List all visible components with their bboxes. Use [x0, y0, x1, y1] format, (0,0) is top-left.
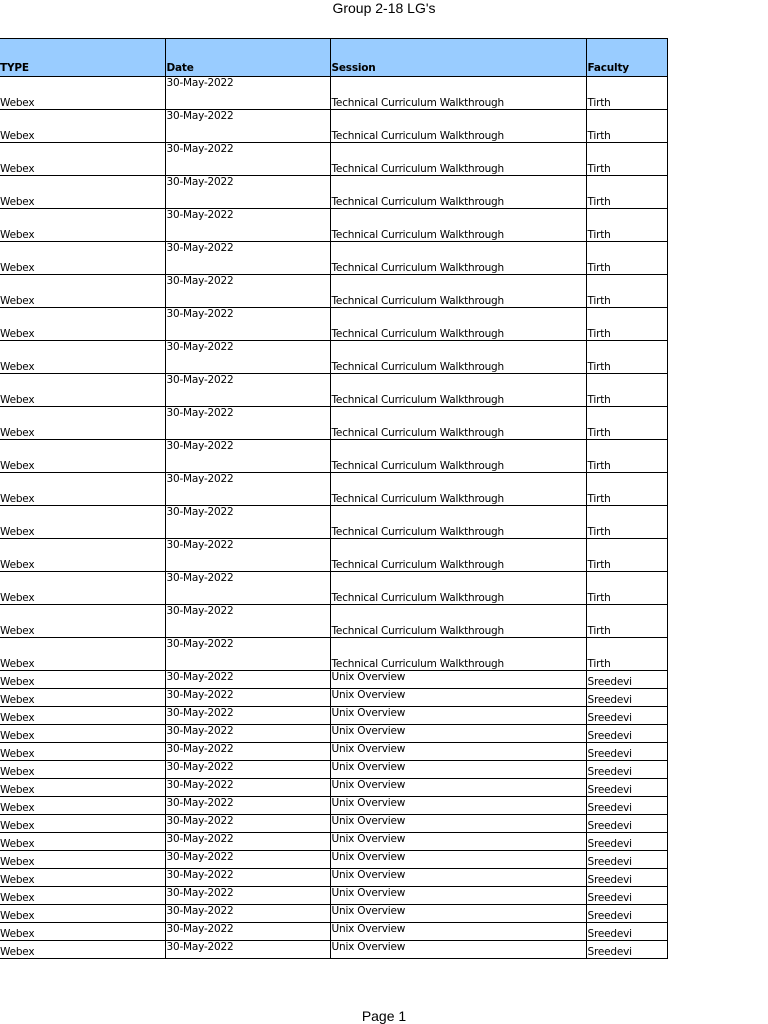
- cell-type: Webex: [0, 308, 165, 341]
- cell-date: 30-May-2022: [165, 176, 330, 209]
- cell-type: Webex: [0, 638, 165, 671]
- cell-date: 30-May-2022: [165, 110, 330, 143]
- cell-faculty: Tirth: [586, 506, 667, 539]
- table-row: [0, 572, 667, 605]
- cell-type: Webex: [0, 815, 165, 833]
- cell-faculty: Tirth: [586, 539, 667, 572]
- cell-faculty: Tirth: [586, 605, 667, 638]
- cell-date: 30-May-2022: [165, 851, 330, 869]
- cell-date: 30-May-2022: [165, 440, 330, 473]
- table-row: [0, 605, 667, 638]
- cell-type: Webex: [0, 743, 165, 761]
- page-title: Group 2-18 LG's: [332, 0, 436, 16]
- header-row: [0, 39, 667, 77]
- cell-faculty: Sreedevi: [586, 833, 667, 851]
- header-date: Date: [165, 39, 330, 77]
- table-row: [0, 671, 667, 689]
- cell-session: Technical Curriculum Walkthrough: [330, 110, 586, 143]
- table-row: [0, 923, 667, 941]
- table-row: [0, 869, 667, 887]
- cell-date: 30-May-2022: [165, 797, 330, 815]
- cell-session: Unix Overview: [330, 743, 586, 761]
- cell-type: Webex: [0, 176, 165, 209]
- table-header: [0, 39, 667, 77]
- table-row: [0, 473, 667, 506]
- page-footer: Page 1: [361, 1008, 407, 1024]
- cell-type: Webex: [0, 923, 165, 941]
- cell-faculty: Tirth: [586, 572, 667, 605]
- cell-date: 30-May-2022: [165, 308, 330, 341]
- cell-date: 30-May-2022: [165, 572, 330, 605]
- cell-faculty: Sreedevi: [586, 923, 667, 941]
- cell-faculty: Sreedevi: [586, 671, 667, 689]
- cell-session: Unix Overview: [330, 815, 586, 833]
- cell-type: Webex: [0, 110, 165, 143]
- session-table: [0, 38, 668, 959]
- cell-session: Technical Curriculum Walkthrough: [330, 308, 586, 341]
- cell-session: Technical Curriculum Walkthrough: [330, 77, 586, 110]
- table-row: [0, 638, 667, 671]
- cell-type: Webex: [0, 761, 165, 779]
- cell-session: Technical Curriculum Walkthrough: [330, 473, 586, 506]
- cell-date: 30-May-2022: [165, 869, 330, 887]
- cell-faculty: Sreedevi: [586, 761, 667, 779]
- cell-date: 30-May-2022: [165, 143, 330, 176]
- table-row: [0, 374, 667, 407]
- cell-date: 30-May-2022: [165, 887, 330, 905]
- cell-date: 30-May-2022: [165, 761, 330, 779]
- cell-faculty: Tirth: [586, 110, 667, 143]
- table-row: [0, 743, 667, 761]
- cell-session: Technical Curriculum Walkthrough: [330, 638, 586, 671]
- cell-session: Technical Curriculum Walkthrough: [330, 176, 586, 209]
- cell-type: Webex: [0, 833, 165, 851]
- cell-session: Unix Overview: [330, 833, 586, 851]
- cell-faculty: Tirth: [586, 440, 667, 473]
- table-row: [0, 275, 667, 308]
- cell-type: Webex: [0, 887, 165, 905]
- table-row: [0, 797, 667, 815]
- cell-faculty: Sreedevi: [586, 869, 667, 887]
- cell-faculty: Sreedevi: [586, 707, 667, 725]
- cell-session: Unix Overview: [330, 851, 586, 869]
- cell-faculty: Tirth: [586, 209, 667, 242]
- cell-date: 30-May-2022: [165, 209, 330, 242]
- cell-date: 30-May-2022: [165, 242, 330, 275]
- cell-session: Unix Overview: [330, 707, 586, 725]
- cell-session: Unix Overview: [330, 779, 586, 797]
- cell-type: Webex: [0, 341, 165, 374]
- cell-date: 30-May-2022: [165, 905, 330, 923]
- cell-type: Webex: [0, 242, 165, 275]
- cell-session: Unix Overview: [330, 869, 586, 887]
- cell-faculty: Tirth: [586, 143, 667, 176]
- table-row: [0, 887, 667, 905]
- cell-session: Unix Overview: [330, 725, 586, 743]
- cell-session: Technical Curriculum Walkthrough: [330, 143, 586, 176]
- cell-session: Technical Curriculum Walkthrough: [330, 440, 586, 473]
- cell-faculty: Sreedevi: [586, 941, 667, 959]
- cell-type: Webex: [0, 905, 165, 923]
- table-row: [0, 308, 667, 341]
- cell-faculty: Sreedevi: [586, 797, 667, 815]
- cell-type: Webex: [0, 572, 165, 605]
- cell-faculty: Tirth: [586, 638, 667, 671]
- cell-type: Webex: [0, 605, 165, 638]
- cell-session: Technical Curriculum Walkthrough: [330, 539, 586, 572]
- table-row: [0, 941, 667, 959]
- table-row: [0, 707, 667, 725]
- table-row: [0, 440, 667, 473]
- cell-date: 30-May-2022: [165, 815, 330, 833]
- table-row: [0, 506, 667, 539]
- cell-date: 30-May-2022: [165, 341, 330, 374]
- cell-faculty: Sreedevi: [586, 905, 667, 923]
- cell-type: Webex: [0, 374, 165, 407]
- table-row: [0, 539, 667, 572]
- cell-faculty: Tirth: [586, 275, 667, 308]
- table-row: [0, 779, 667, 797]
- cell-session: Technical Curriculum Walkthrough: [330, 374, 586, 407]
- cell-type: Webex: [0, 440, 165, 473]
- cell-faculty: Tirth: [586, 374, 667, 407]
- cell-type: Webex: [0, 506, 165, 539]
- cell-session: Technical Curriculum Walkthrough: [330, 407, 586, 440]
- cell-type: Webex: [0, 407, 165, 440]
- cell-type: Webex: [0, 671, 165, 689]
- table-row: [0, 725, 667, 743]
- cell-type: Webex: [0, 851, 165, 869]
- cell-faculty: Tirth: [586, 176, 667, 209]
- cell-type: Webex: [0, 707, 165, 725]
- cell-date: 30-May-2022: [165, 779, 330, 797]
- cell-faculty: Tirth: [586, 308, 667, 341]
- table-row: [0, 77, 667, 110]
- cell-type: Webex: [0, 779, 165, 797]
- cell-faculty: Sreedevi: [586, 689, 667, 707]
- table-row: [0, 851, 667, 869]
- cell-date: 30-May-2022: [165, 923, 330, 941]
- cell-session: Technical Curriculum Walkthrough: [330, 275, 586, 308]
- cell-faculty: Tirth: [586, 77, 667, 110]
- cell-type: Webex: [0, 209, 165, 242]
- cell-date: 30-May-2022: [165, 725, 330, 743]
- cell-session: Unix Overview: [330, 923, 586, 941]
- cell-faculty: Sreedevi: [586, 743, 667, 761]
- cell-type: Webex: [0, 77, 165, 110]
- cell-session: Technical Curriculum Walkthrough: [330, 506, 586, 539]
- cell-faculty: Sreedevi: [586, 815, 667, 833]
- cell-faculty: Sreedevi: [586, 779, 667, 797]
- cell-date: 30-May-2022: [165, 473, 330, 506]
- cell-date: 30-May-2022: [165, 275, 330, 308]
- header-type: TYPE: [0, 39, 165, 77]
- table-row: [0, 110, 667, 143]
- cell-date: 30-May-2022: [165, 407, 330, 440]
- cell-session: Unix Overview: [330, 761, 586, 779]
- cell-session: Unix Overview: [330, 887, 586, 905]
- cell-faculty: Tirth: [586, 473, 667, 506]
- cell-faculty: Sreedevi: [586, 887, 667, 905]
- cell-faculty: Sreedevi: [586, 851, 667, 869]
- table-row: [0, 905, 667, 923]
- cell-type: Webex: [0, 941, 165, 959]
- cell-date: 30-May-2022: [165, 539, 330, 572]
- cell-type: Webex: [0, 725, 165, 743]
- header-session: Session: [330, 39, 586, 77]
- cell-session: Unix Overview: [330, 689, 586, 707]
- cell-session: Unix Overview: [330, 671, 586, 689]
- cell-date: 30-May-2022: [165, 77, 330, 110]
- cell-type: Webex: [0, 473, 165, 506]
- table-row: [0, 143, 667, 176]
- cell-date: 30-May-2022: [165, 506, 330, 539]
- cell-date: 30-May-2022: [165, 833, 330, 851]
- cell-date: 30-May-2022: [165, 605, 330, 638]
- cell-faculty: Tirth: [586, 242, 667, 275]
- cell-type: Webex: [0, 539, 165, 572]
- cell-date: 30-May-2022: [165, 743, 330, 761]
- cell-date: 30-May-2022: [165, 374, 330, 407]
- cell-date: 30-May-2022: [165, 689, 330, 707]
- cell-session: Technical Curriculum Walkthrough: [330, 605, 586, 638]
- cell-date: 30-May-2022: [165, 638, 330, 671]
- table-row: [0, 761, 667, 779]
- cell-session: Technical Curriculum Walkthrough: [330, 341, 586, 374]
- cell-date: 30-May-2022: [165, 671, 330, 689]
- cell-date: 30-May-2022: [165, 707, 330, 725]
- cell-type: Webex: [0, 275, 165, 308]
- cell-type: Webex: [0, 869, 165, 887]
- cell-type: Webex: [0, 689, 165, 707]
- cell-session: Technical Curriculum Walkthrough: [330, 242, 586, 275]
- cell-session: Technical Curriculum Walkthrough: [330, 209, 586, 242]
- table-body: [0, 77, 667, 959]
- table-row: [0, 815, 667, 833]
- cell-faculty: Tirth: [586, 341, 667, 374]
- cell-date: 30-May-2022: [165, 941, 330, 959]
- table-row: [0, 242, 667, 275]
- table-row: [0, 833, 667, 851]
- cell-type: Webex: [0, 143, 165, 176]
- table-row: [0, 209, 667, 242]
- table-row: [0, 341, 667, 374]
- table-row: [0, 689, 667, 707]
- cell-session: Unix Overview: [330, 905, 586, 923]
- table-row: [0, 176, 667, 209]
- cell-type: Webex: [0, 797, 165, 815]
- cell-session: Unix Overview: [330, 797, 586, 815]
- cell-session: Technical Curriculum Walkthrough: [330, 572, 586, 605]
- cell-faculty: Sreedevi: [586, 725, 667, 743]
- header-faculty: Faculty: [586, 39, 667, 77]
- table-row: [0, 407, 667, 440]
- cell-session: Unix Overview: [330, 941, 586, 959]
- cell-faculty: Tirth: [586, 407, 667, 440]
